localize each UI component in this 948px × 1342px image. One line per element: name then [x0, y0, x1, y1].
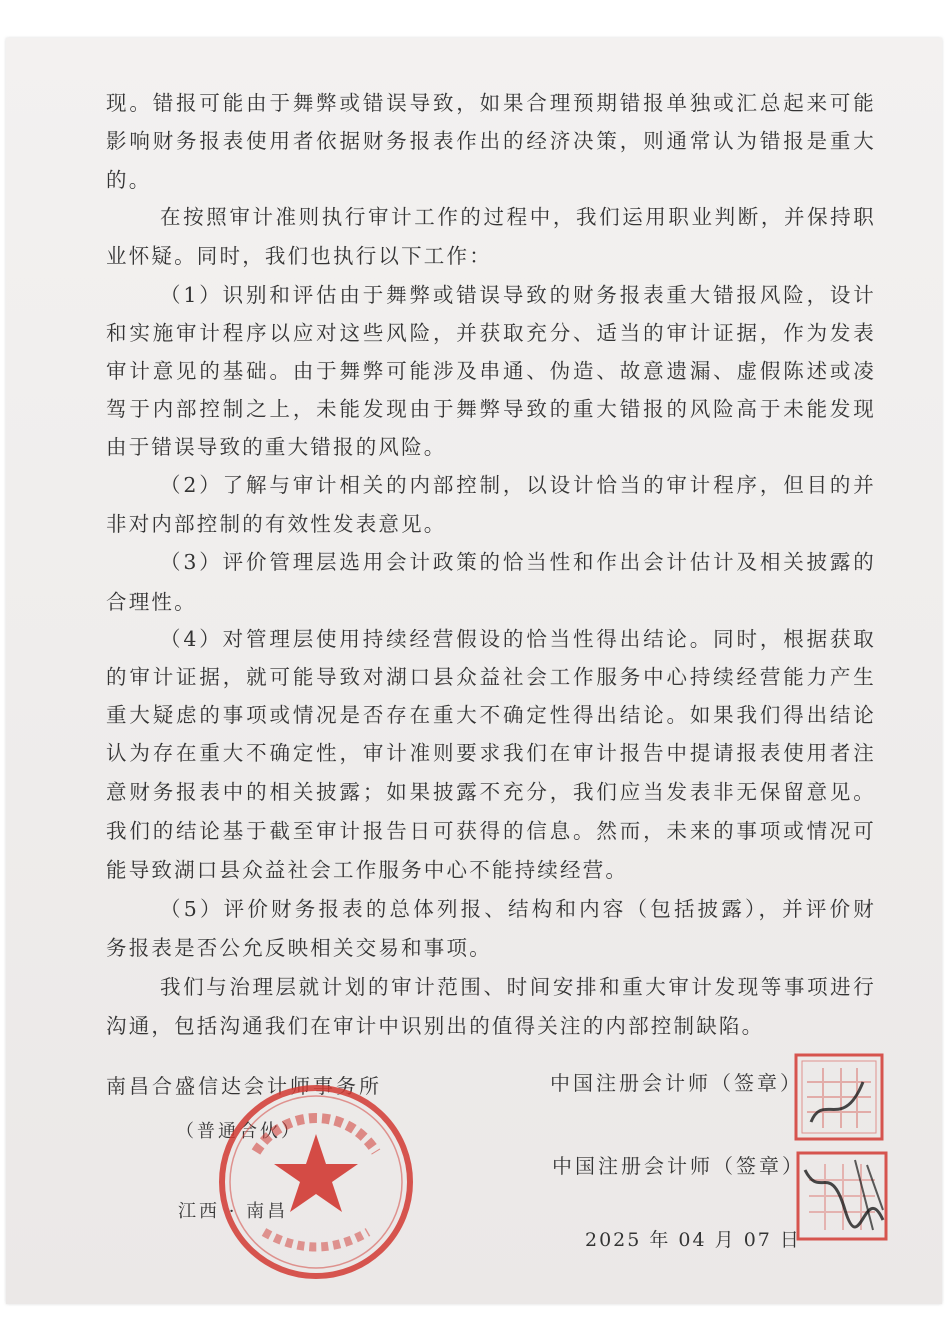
text-line: 驾于内部控制之上，未能发现由于舞弊导致的重大错报的风险高于未能发现: [106, 397, 876, 421]
text-line: 能导致湖口县众益社会工作服务中心不能持续经营。: [106, 858, 629, 882]
text-line: 由于错误导致的重大错报的风险。: [106, 435, 447, 459]
text-line: 认为存在重大不确定性，审计准则要求我们在审计报告中提请报表使用者注: [106, 741, 876, 765]
text-line: （4）对管理层使用持续经营假设的恰当性得出结论。同时，根据获取: [160, 627, 876, 651]
text-line: 现。错报可能由于舞弊或错误导致，如果合理预期错报单独或汇总起来可能: [106, 91, 876, 115]
cpa-signature-label-2: 中国注册会计师（签章）: [552, 1154, 805, 1178]
partnership-type: （普通合伙）: [176, 1121, 302, 1142]
text-line: 的。: [106, 168, 152, 192]
report-date: 2025 年 04 月 07 日: [585, 1229, 801, 1251]
text-line: 影响财务报表使用者依据财务报表作出的经济决策，则通常认为错报是重大: [106, 129, 876, 153]
text-line: （2）了解与审计相关的内部控制，以设计恰当的审计程序，但目的并: [160, 473, 876, 497]
cpa-seal-stamp-1: [793, 1052, 885, 1142]
text-line: （3）评价管理层选用会计政策的恰当性和作出会计估计及相关披露的: [160, 550, 876, 574]
firm-location: 江西 · 南昌: [178, 1201, 289, 1222]
text-line: 合理性。: [106, 590, 197, 614]
text-line: 重大疑虑的事项或情况是否存在重大不确定性得出结论。如果我们得出结论: [106, 703, 876, 727]
text-line: 的审计证据，就可能导致对湖口县众益社会工作服务中心持续经营能力产生: [106, 665, 876, 689]
text-line: 审计意见的基础。由于舞弊可能涉及串通、伪造、故意遗漏、虚假陈述或凌: [106, 359, 876, 383]
text-line: 我们与治理层就计划的审计范围、时间安排和重大审计发现等事项进行: [160, 975, 876, 999]
star-icon: [274, 1134, 358, 1212]
text-line: 意财务报表中的相关披露；如果披露不充分，我们应当发表非无保留意见。: [106, 780, 876, 804]
text-line: 业怀疑。同时，我们也执行以下工作：: [106, 244, 492, 268]
text-line: 务报表是否公允反映相关交易和事项。: [106, 936, 492, 960]
cpa-seal-stamp-2: [795, 1150, 891, 1242]
text-line: 沟通，包括沟通我们在审计中识别出的值得关注的内部控制缺陷。: [106, 1014, 765, 1038]
text-line: （5）评价财务报表的总体列报、结构和内容（包括披露），并评价财: [160, 897, 876, 921]
text-line: 非对内部控制的有效性发表意见。: [106, 512, 447, 536]
text-line: （1）识别和评估由于舞弊或错误导致的财务报表重大错报风险，设计: [160, 283, 876, 307]
text-line: 和实施审计程序以应对这些风险，并获取充分、适当的审计证据，作为发表: [106, 321, 876, 345]
text-line: 我们的结论基于截至审计报告日可获得的信息。然而，未来的事项或情况可: [106, 819, 876, 843]
cpa-signature-label-1: 中国注册会计师（签章）: [550, 1071, 803, 1095]
text-line: 在按照审计准则执行审计工作的过程中，我们运用职业判断，并保持职: [160, 205, 876, 229]
firm-name: 南昌合盛信达会计师事务所: [106, 1074, 382, 1098]
firm-seal-stamp: [216, 1082, 416, 1282]
